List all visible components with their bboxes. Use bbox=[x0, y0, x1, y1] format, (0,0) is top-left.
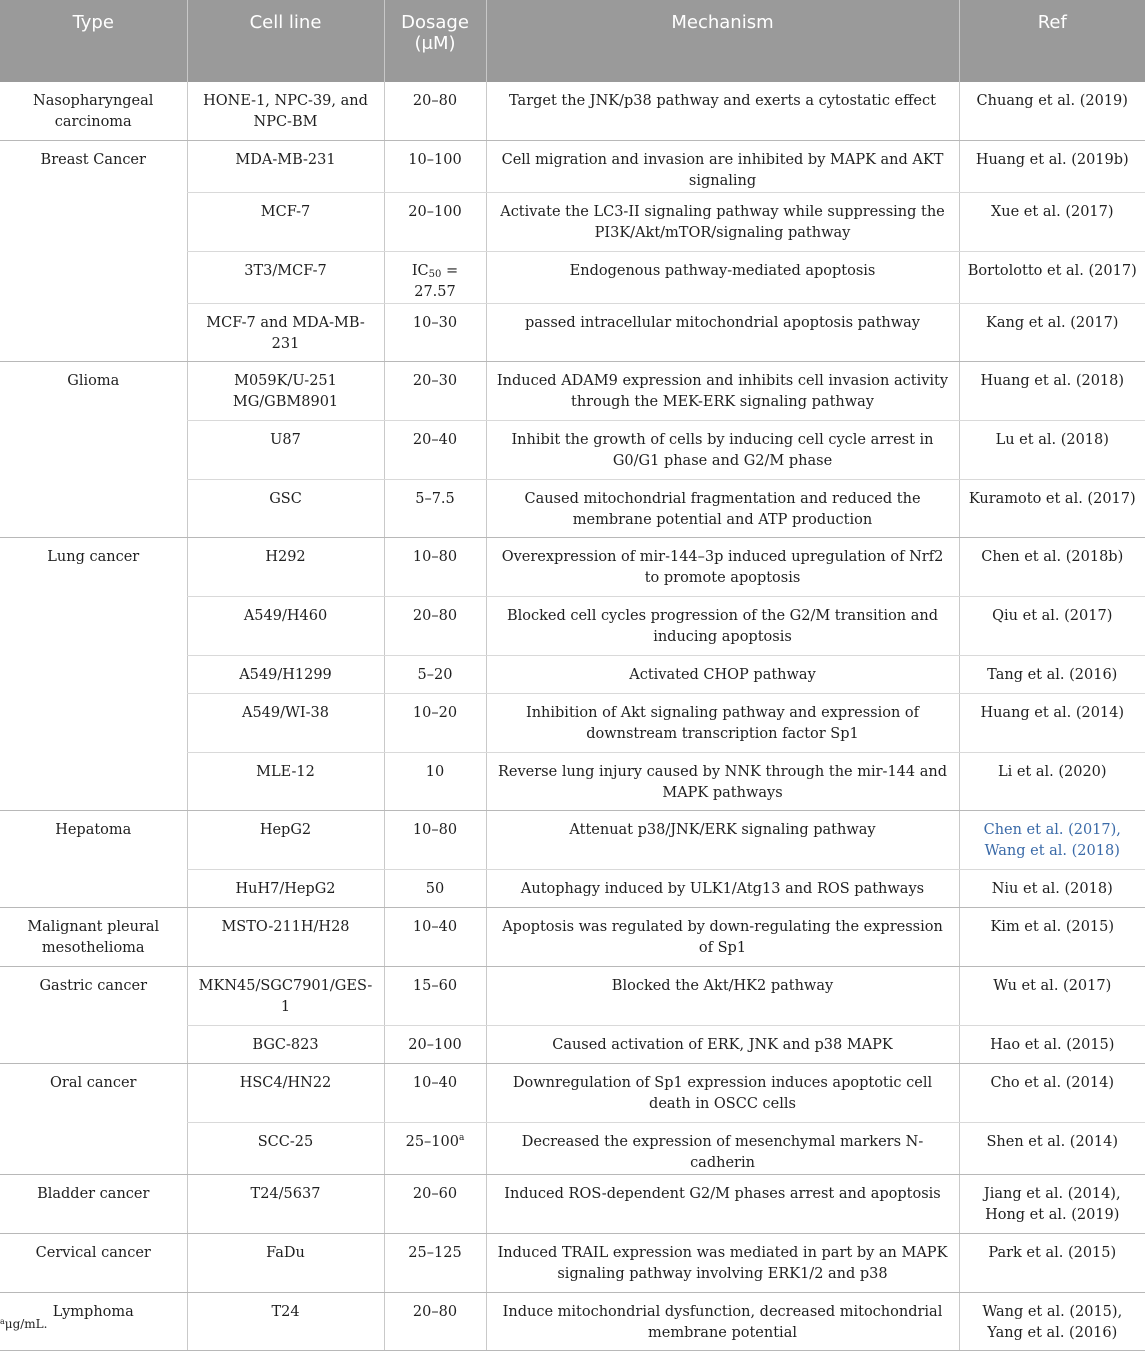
cell-ref bbox=[959, 810, 1145, 869]
cell-line: 3T3/MCF-7 bbox=[187, 251, 384, 303]
cell-dosage bbox=[384, 420, 486, 479]
dosage-value: 10–40 bbox=[412, 1074, 458, 1091]
cell-type: Nasopharyngeal carcinoma bbox=[0, 82, 187, 140]
cell-dosage bbox=[384, 1233, 486, 1292]
cell-dosage bbox=[384, 1174, 486, 1233]
table-row bbox=[0, 1174, 1145, 1233]
cell-dosage bbox=[384, 251, 486, 303]
cell-type: Malignant pleural mesothelioma bbox=[0, 907, 187, 966]
table-footnote bbox=[0, 1317, 47, 1331]
dosage-value: 10–100 bbox=[408, 151, 462, 168]
cell-type: Lung cancer bbox=[0, 537, 187, 810]
cell-type: Lymphoma bbox=[0, 1292, 187, 1350]
cell-dosage bbox=[384, 655, 486, 693]
cell-dosage bbox=[384, 752, 486, 810]
cell-line: MKN45/SGC7901/GES-1 bbox=[187, 966, 384, 1025]
header-dosage: Dosage (μM) bbox=[384, 0, 486, 82]
cell-mechanism: passed intracellular mitochondrial apoptosis pathway bbox=[486, 303, 959, 361]
cell-mechanism: Induced ADAM9 expression and inhibits cell invasion activity through the MEK-ERK signaling pathway bbox=[486, 361, 959, 420]
cell-line: BGC-823 bbox=[187, 1025, 384, 1063]
cell-line: M059K/U-251 MG/GBM8901 bbox=[187, 361, 384, 420]
cell-mechanism: Inhibit the growth of cells by inducing cell cycle arrest in G0/G1 phase and G2/M phase bbox=[486, 420, 959, 479]
cell-ref: Kuramoto et al. (2017) bbox=[959, 479, 1145, 537]
cell-line: MDA-MB-231 bbox=[187, 140, 384, 192]
cell-dosage bbox=[384, 1063, 486, 1122]
cell-mechanism: Induced TRAIL expression was mediated in part by an MAPK signaling pathway involving ERK1/2 and p38 bbox=[486, 1233, 959, 1292]
dosage-value: 20–40 bbox=[412, 431, 458, 448]
cell-mechanism: Overexpression of mir-144–3p induced upregulation of Nrf2 to promote apoptosis bbox=[486, 537, 959, 596]
cell-line: A549/WI-38 bbox=[187, 693, 384, 752]
cell-ref: Huang et al. (2014) bbox=[959, 693, 1145, 752]
cell-mechanism: Reverse lung injury caused by NNK through the mir-144 and MAPK pathways bbox=[486, 752, 959, 810]
cell-ref: Tang et al. (2016) bbox=[959, 655, 1145, 693]
cell-type: Glioma bbox=[0, 361, 187, 537]
cell-mechanism: Target the JNK/p38 pathway and exerts a cytostatic effect bbox=[486, 82, 959, 140]
table-row bbox=[0, 907, 1145, 966]
cell-line: MLE-12 bbox=[187, 752, 384, 810]
cell-type: Breast Cancer bbox=[0, 140, 187, 361]
cell-dosage bbox=[384, 596, 486, 655]
cell-dosage bbox=[384, 1025, 486, 1063]
cell-ref: Qiu et al. (2017) bbox=[959, 596, 1145, 655]
cell-ref: Kim et al. (2015) bbox=[959, 907, 1145, 966]
header-cell-line: Cell line bbox=[187, 0, 384, 82]
dosage-value: 20–100 bbox=[408, 203, 462, 220]
cell-line: GSC bbox=[187, 479, 384, 537]
footnote-mark: a bbox=[0, 1317, 5, 1326]
cell-mechanism: Activated CHOP pathway bbox=[486, 655, 959, 693]
dosage-value: 5–20 bbox=[417, 666, 453, 683]
cell-line: HSC4/HN22 bbox=[187, 1063, 384, 1122]
cell-ref: Jiang et al. (2014), Hong et al. (2019) bbox=[959, 1174, 1145, 1233]
dosage-value: 10–20 bbox=[412, 704, 458, 721]
dosage-value: 20–30 bbox=[412, 372, 458, 389]
table-row bbox=[0, 1063, 1145, 1122]
cell-mechanism: Apoptosis was regulated by down-regulating the expression of Sp1 bbox=[486, 907, 959, 966]
cell-ref: Wu et al. (2017) bbox=[959, 966, 1145, 1025]
cell-line: T24 bbox=[187, 1292, 384, 1350]
table-row bbox=[0, 82, 1145, 140]
table-row bbox=[0, 537, 1145, 596]
cell-mechanism: Caused mitochondrial fragmentation and reduced the membrane potential and ATP production bbox=[486, 479, 959, 537]
table-header bbox=[0, 0, 1145, 82]
cell-mechanism: Activate the LC3-II signaling pathway while suppressing the PI3K/Akt/mTOR/signaling pathway bbox=[486, 192, 959, 251]
cell-ref: Chen et al. (2018b) bbox=[959, 537, 1145, 596]
cell-ref: Lu et al. (2018) bbox=[959, 420, 1145, 479]
footnote-text: μg/mL. bbox=[4, 1317, 48, 1331]
dosage-value: 20–80 bbox=[412, 1303, 458, 1320]
cell-type: Cervical cancer bbox=[0, 1233, 187, 1292]
dosage-value: 10–30 bbox=[412, 314, 458, 331]
cell-line: HONE-1, NPC-39, and NPC-BM bbox=[187, 82, 384, 140]
cell-ref: Bortolotto et al. (2017) bbox=[959, 251, 1145, 303]
cell-mechanism: Cell migration and invasion are inhibited by MAPK and AKT signaling bbox=[486, 140, 959, 192]
cell-line: MCF-7 bbox=[187, 192, 384, 251]
cell-ref: Kang et al. (2017) bbox=[959, 303, 1145, 361]
dosage-value: 10–40 bbox=[412, 918, 458, 935]
ref-link[interactable]: Chen et al. (2017), Wang et al. (2018) bbox=[983, 821, 1121, 859]
cell-mechanism: Downregulation of Sp1 expression induces apoptotic cell death in OSCC cells bbox=[486, 1063, 959, 1122]
cell-dosage bbox=[384, 82, 486, 140]
cell-line: U87 bbox=[187, 420, 384, 479]
cell-dosage bbox=[384, 361, 486, 420]
header-mechanism: Mechanism bbox=[486, 0, 959, 82]
cell-type: Hepatoma bbox=[0, 810, 187, 907]
cell-ref: Park et al. (2015) bbox=[959, 1233, 1145, 1292]
cell-dosage bbox=[384, 907, 486, 966]
cell-dosage bbox=[384, 810, 486, 869]
dosage-value: 20–80 bbox=[412, 93, 458, 109]
table-row bbox=[0, 140, 1145, 192]
cell-type: Oral cancer bbox=[0, 1063, 187, 1174]
cell-mechanism: Blocked the Akt/HK2 pathway bbox=[486, 966, 959, 1025]
table-row bbox=[0, 361, 1145, 420]
header-row bbox=[0, 0, 1145, 82]
cell-line: HepG2 bbox=[187, 810, 384, 869]
cell-type: Bladder cancer bbox=[0, 1174, 187, 1233]
dosage-value: 20–60 bbox=[412, 1185, 458, 1202]
cell-dosage bbox=[384, 1292, 486, 1350]
header-type: Type bbox=[0, 0, 187, 82]
dosage-value: 10–80 bbox=[412, 821, 458, 838]
dosage-value: 5–7.5 bbox=[415, 490, 455, 507]
cell-line: SCC-25 bbox=[187, 1122, 384, 1174]
cell-dosage bbox=[384, 479, 486, 537]
dosage-value: 20–80 bbox=[412, 607, 458, 624]
dosage-value: 50 bbox=[425, 880, 445, 897]
dosage-value: 15–60 bbox=[412, 977, 458, 994]
cell-mechanism: Induce mitochondrial dysfunction, decreased mitochondrial membrane potential bbox=[486, 1292, 959, 1350]
dosage-value: 20–100 bbox=[408, 1036, 462, 1053]
cell-line: A549/H460 bbox=[187, 596, 384, 655]
cell-dosage bbox=[384, 693, 486, 752]
cell-line: FaDu bbox=[187, 1233, 384, 1292]
cell-mechanism: Autophagy induced by ULK1/Atg13 and ROS pathways bbox=[486, 869, 959, 907]
cell-mechanism: Decreased the expression of mesenchymal markers N-cadherin bbox=[486, 1122, 959, 1174]
cell-ref: Chuang et al. (2019) bbox=[959, 82, 1145, 140]
cell-dosage bbox=[384, 537, 486, 596]
cell-line: MCF-7 and MDA-MB-231 bbox=[187, 303, 384, 361]
cell-ref: Huang et al. (2019b) bbox=[959, 140, 1145, 192]
cell-mechanism: Inhibition of Akt signaling pathway and expression of downstream transcription factor Sp1 bbox=[486, 693, 959, 752]
cell-mechanism: Induced ROS-dependent G2/M phases arrest and apoptosis bbox=[486, 1174, 959, 1233]
cell-line: MSTO-211H/H28 bbox=[187, 907, 384, 966]
cell-line: T24/5637 bbox=[187, 1174, 384, 1233]
cell-line: H292 bbox=[187, 537, 384, 596]
table-body bbox=[0, 82, 1145, 1350]
cell-mechanism: Caused activation of ERK, JNK and p38 MAPK bbox=[486, 1025, 959, 1063]
dosage-value: = 27.57 bbox=[414, 262, 459, 300]
dosage-prefix: IC bbox=[411, 262, 429, 279]
cell-ref: Wang et al. (2015), Yang et al. (2016) bbox=[959, 1292, 1145, 1350]
dosage-footnote-mark: a bbox=[459, 1132, 465, 1143]
cell-ref: Shen et al. (2014) bbox=[959, 1122, 1145, 1174]
cell-mechanism: Endogenous pathway-mediated apoptosis bbox=[486, 251, 959, 303]
cell-ref: Li et al. (2020) bbox=[959, 752, 1145, 810]
cell-mechanism: Attenuat p38/JNK/ERK signaling pathway bbox=[486, 810, 959, 869]
dosage-value: 25–100 bbox=[405, 1133, 459, 1150]
cell-dosage bbox=[384, 192, 486, 251]
cell-type: Gastric cancer bbox=[0, 966, 187, 1063]
cell-line: A549/H1299 bbox=[187, 655, 384, 693]
header-ref: Ref bbox=[959, 0, 1145, 82]
cell-dosage bbox=[384, 303, 486, 361]
cell-dosage bbox=[384, 1122, 486, 1174]
table-row bbox=[0, 810, 1145, 869]
table-row bbox=[0, 1233, 1145, 1292]
dosage-value: 10 bbox=[425, 763, 445, 780]
table-row bbox=[0, 966, 1145, 1025]
cell-mechanism: Blocked cell cycles progression of the G2/M transition and inducing apoptosis bbox=[486, 596, 959, 655]
cell-ref: Cho et al. (2014) bbox=[959, 1063, 1145, 1122]
cell-dosage bbox=[384, 966, 486, 1025]
dosage-subscript: 50 bbox=[428, 268, 442, 280]
cell-dosage bbox=[384, 869, 486, 907]
table-row bbox=[0, 1292, 1145, 1350]
cell-line: HuH7/HepG2 bbox=[187, 869, 384, 907]
cell-ref: Huang et al. (2018) bbox=[959, 361, 1145, 420]
cell-dosage bbox=[384, 140, 486, 192]
cell-ref: Niu et al. (2018) bbox=[959, 869, 1145, 907]
dosage-value: 10–80 bbox=[412, 548, 458, 565]
cell-ref: Hao et al. (2015) bbox=[959, 1025, 1145, 1063]
dosage-value: 25–125 bbox=[408, 1244, 462, 1261]
cell-ref: Xue et al. (2017) bbox=[959, 192, 1145, 251]
